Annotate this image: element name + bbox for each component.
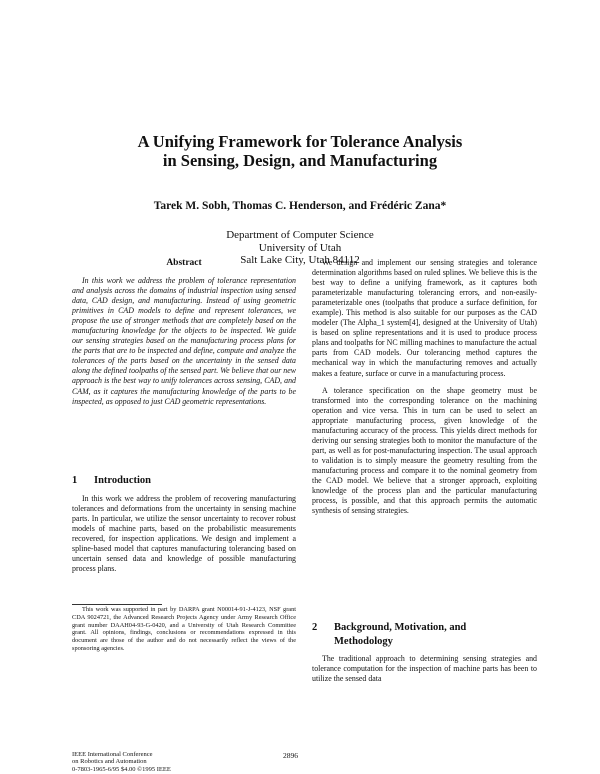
title-line-1: A Unifying Framework for Tolerance Analysis [137,132,463,151]
right-paragraph-1: We design and implement our sensing strategies and tolerance determination algorithms based on ruled splines. We believe this is the best way to define a unifying framework, as it captures both parameterizable manufacturing tolerancing errors, and non-easily-parameterizable ones (toolpaths that produce a surface definition, for example). This method is also suitable for our purposes as the CAD modeler (The Alpha_1 system[4], designed at the University of Utah) is based on spline representations and it is used to produce process plans and toolpaths for NC milling machines to manufacture the actual parts from CAD models. Our tolerancing method captures the mechanical way in which the manufacturing removes and actually makes a feature, surface or curve in a manufacturing process. [312,258,537,378]
title-line-2: in Sensing, Design, and Manufacturing [162,151,438,170]
section-2-paragraph: The traditional approach to determining sensing strategies and tolerance computation for the inspection of machine parts has been to utilize the sensed data [312,654,537,684]
abstract-text [72,276,296,407]
section-2-heading [312,621,537,649]
abstract-paragraph: In this work we address the problem of tolerance representation and analysis across the domains of industrial inspection using sensed data, CAD design, and manufacturing. Instead of using geometric primitives in CAD models to define and represent tolerances, we propose the use of stronger methods that are completely based on the manufacturing knowledge for the objects to be inspected. We guide our sensing strategies based on the manufacturing process plans for the parts that are to be inspected and define, compute and analyze the tolerances of the parts based on the uncertainty in the sensed data along the defined toolpaths of the sensed part. We believe that our new approach is the best way to unify tolerances across sensing, CAD, and CAM, as it captures the manufacturing knowledge of the parts to be inspected, as opposed to just CAD geometric representations. [72,276,296,406]
section-1-heading [72,475,296,486]
conference-line-3: 0-7803-1965-6/95 $4.00 ©1995 IEEE [72,765,171,773]
conference-line-1: IEEE International Conference [72,751,153,758]
paper-title [0,132,600,170]
right-column-body [312,258,537,516]
right-paragraph-2: A tolerance specification on the shape geometry must be transformed into the corresponding tolerance on the machining operation and vice versa. This in turn can be used to select an appropriate manufacturing process, given knowledge of the manufacturing accuracy of the process. This yields direct methods for deriving our sensing strategies both to monitor the manufacture of the part, as well as for post-manufacturing inspection. The usual approach to validation is to simply measure the geometry resulting from the manufacturing process and compare it to the nominal geometry from the CAD model. We believe that a stronger approach, exploiting knowledge of the process plan and the particular manufacturing process, is possible, and that this approach permits the automatic synthesis of sensing strategies. [312,385,537,516]
affiliation-university: University of Utah [258,241,342,254]
conference-line-2: on Robotics and Automation [72,758,147,766]
footnote [72,606,296,653]
footnote-rule [72,604,162,605]
authors: Tarek M. Sobh, Thomas C. Henderson, and Frédéric Zana* [153,200,447,212]
affiliation-department: Department of Computer Science [226,229,374,241]
page-number: 2896 [283,751,298,760]
section-1-number: 1 [72,475,78,486]
affiliation-city: Salt Lake City, Utah 84112 [240,254,360,266]
abstract-heading: Abstract [166,258,202,268]
conference-info [72,751,272,773]
section-1-body [72,494,296,574]
section-2-number: 2 [312,622,318,633]
section-1-paragraph: In this work we address the problem of recovering manufacturing tolerances and deformations from the uncertainty in sensing machine parts. In particular, we utilize the sensor uncertainty to recover robust models of machine parts, based on the probabilistic measurements recovered, for inspection applications. We design and implement a spline-based model that captures manufacturing tolerancing based on uncertain sensed data and knowledge of possible manufacturing process plans. [72,494,296,574]
section-2-title-line-1: Background, Motivation, and [334,622,467,633]
section-2-title-line-2: Methodology [334,636,393,647]
section-2-body [312,654,537,684]
footnote-text: This work was supported in part by DARPA grant N00014-91-J-4123, NSF grant CDA 9024721, the Advanced Research Projects Agency under Army Research Office grant number DAAH04-93-G-0420, and a University of Utah Research Committee grant. All opinions, findings, conclusions or recommendations expressed in this document are those of the author and do not necessarily reflect the views of the sponsoring agencies. [72,606,296,652]
section-1-title: Introduction [94,475,151,486]
